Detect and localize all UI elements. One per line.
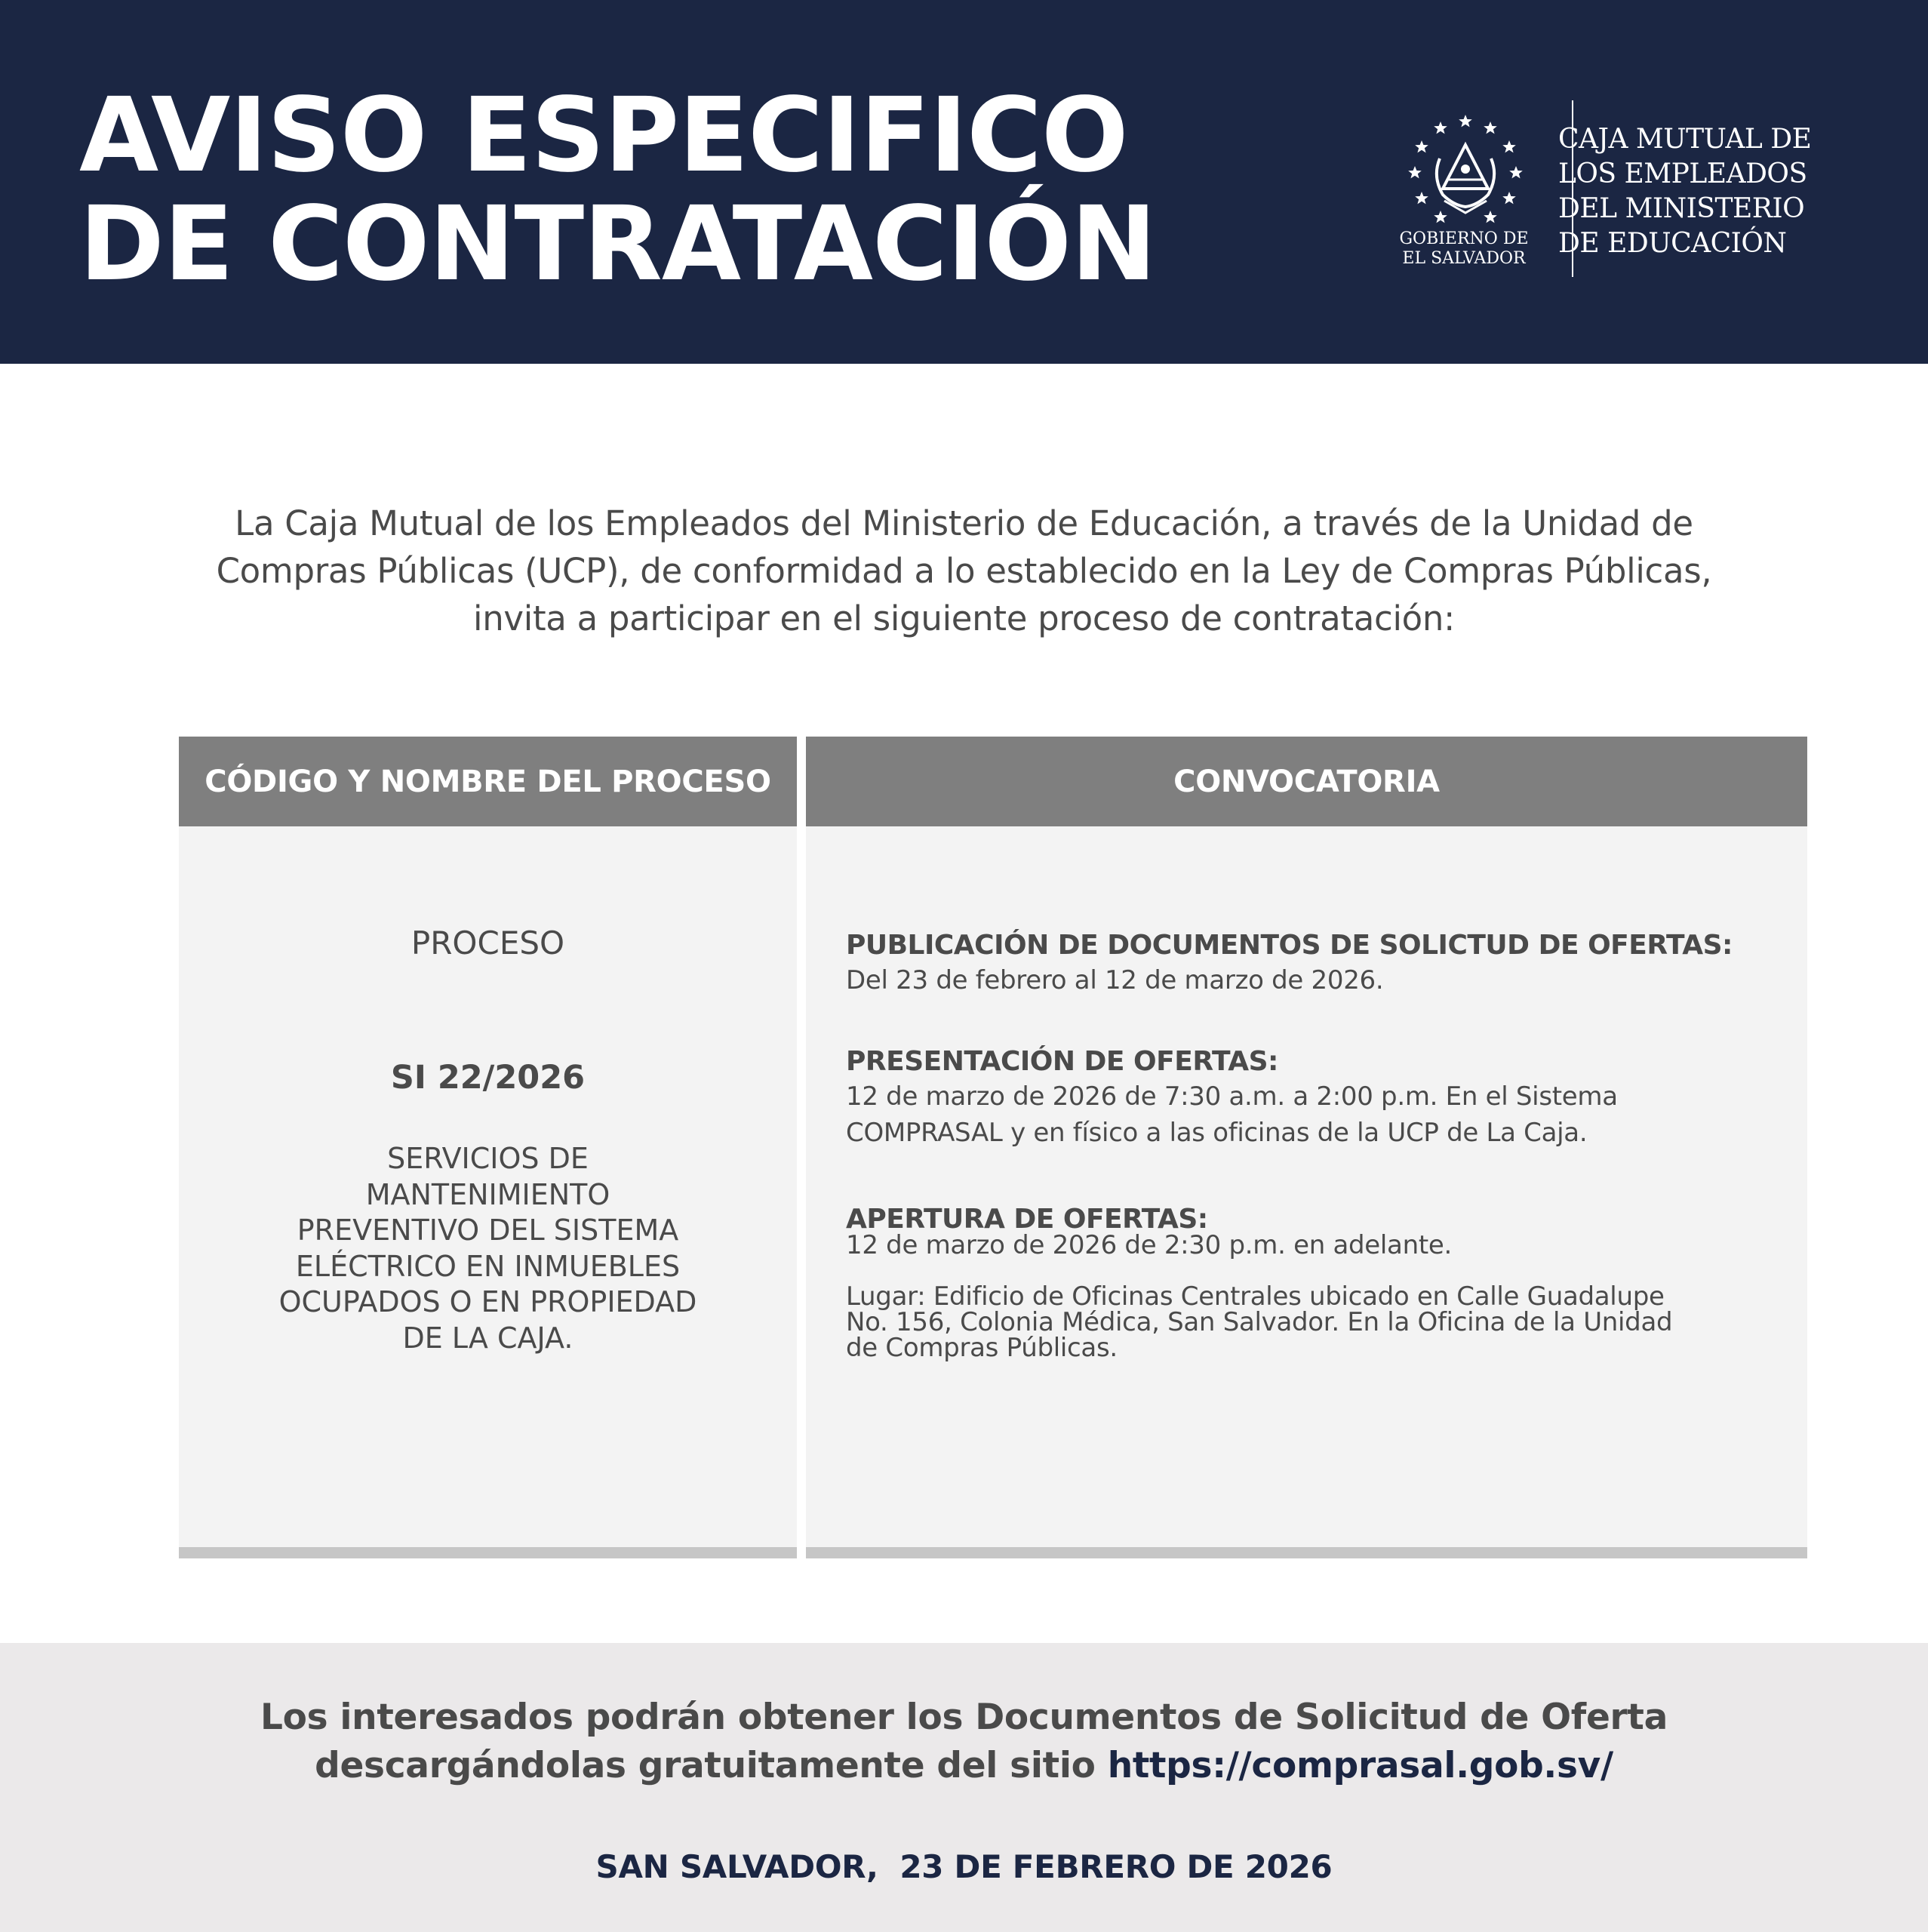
intro-line-3: invita a participar en el siguiente proceso de contratación: xyxy=(473,598,1455,638)
presentation-line-1: 12 de marzo de 2026 de 7:30 a.m. a 2:00 p.m. En el Sistema xyxy=(846,1081,1618,1112)
process-label: PROCESO xyxy=(411,924,565,961)
title-line-1: AVISO ESPECIFICO xyxy=(79,76,1128,195)
organization-name xyxy=(1558,122,1920,261)
government-label-line-2: EL SALVADOR xyxy=(1402,249,1526,268)
comprasal-link[interactable]: https://comprasal.gob.sv/ xyxy=(1107,1745,1613,1786)
organization-name-line-1: CAJA MUTUAL DE xyxy=(1558,124,1812,155)
process-name-line: OCUPADOS O EN PROPIEDAD xyxy=(278,1285,697,1318)
place-and-date: SAN SALVADOR, 23 DE FEBRERO DE 2026 xyxy=(595,1848,1333,1885)
location-section xyxy=(846,1281,1789,1363)
organization-name-line-2: LOS EMPLEADOS xyxy=(1558,158,1807,189)
presentation-details xyxy=(846,1078,1789,1151)
organization-name-line-4: DE EDUCACIÓN xyxy=(1558,228,1787,259)
process-name-line: SERVICIOS DE xyxy=(387,1142,589,1175)
footer-line-2 xyxy=(0,1742,1928,1790)
presentation-section xyxy=(846,1045,1789,1151)
process-name-line: DE LA CAJA. xyxy=(402,1321,573,1355)
publication-dates: Del 23 de febrero al 12 de marzo de 2026. xyxy=(846,965,1384,995)
organization-name-line-3: DEL MINISTERIO xyxy=(1558,193,1805,224)
presentation-heading: PRESENTACIÓN DE OFERTAS: xyxy=(846,1046,1278,1077)
coat-of-arms-icon xyxy=(1405,113,1526,234)
table-bottom-bar-right xyxy=(806,1547,1807,1558)
page-title xyxy=(79,76,1156,304)
header-banner xyxy=(0,0,1928,364)
process-name-line: ELÉCTRICO EN INMUEBLES xyxy=(295,1249,681,1283)
footer-line-1: Los interesados podrán obtener los Documentos de Solicitud de Oferta xyxy=(260,1697,1668,1738)
footer-notice xyxy=(0,1694,1928,1790)
title-line-2: DE CONTRATACIÓN xyxy=(79,185,1156,304)
column-header-convocatoria: CONVOCATORIA xyxy=(806,737,1807,826)
process-cell xyxy=(179,826,797,1547)
convocatoria-cell xyxy=(806,826,1807,1547)
table-bottom-bar-left xyxy=(179,1547,797,1558)
location-line-2: No. 156, Colonia Médica, San Salvador. En la Oficina de la Unidad xyxy=(846,1307,1673,1337)
intro-paragraph xyxy=(113,500,1815,642)
intro-line-1: La Caja Mutual de los Empleados del Ministerio de Educación, a través de la Unidad de xyxy=(235,503,1693,543)
process-name-line: MANTENIMIENTO xyxy=(365,1177,610,1211)
process-code: SI 22/2026 xyxy=(390,1059,586,1097)
government-label-line-1: GOBIERNO DE xyxy=(1399,229,1529,248)
publication-heading: PUBLICACIÓN DE DOCUMENTOS DE SOLICTUD DE OFERTAS: xyxy=(846,930,1733,961)
location-details xyxy=(846,1281,1789,1363)
location-line-3: de Compras Públicas. xyxy=(846,1333,1118,1363)
opening-details: 12 de marzo de 2026 de 2:30 p.m. en adelante. xyxy=(846,1230,1452,1260)
publication-section xyxy=(846,929,1789,998)
government-label xyxy=(1388,229,1539,269)
process-name-line: PREVENTIVO DEL SISTEMA xyxy=(297,1214,679,1247)
opening-heading: APERTURA DE OFERTAS: xyxy=(846,1204,1208,1235)
intro-line-2: Compras Públicas (UCP), de conformidad a lo establecido en la Ley de Compras Públicas, xyxy=(216,551,1712,591)
column-header-process: CÓDIGO Y NOMBRE DEL PROCESO xyxy=(179,737,797,826)
opening-section xyxy=(846,1204,1789,1260)
location-line-1: Lugar: Edificio de Oficinas Centrales ubicado en Calle Guadalupe xyxy=(846,1281,1665,1312)
process-name xyxy=(201,1141,774,1356)
footer-line-2-prefix: descargándolas gratuitamente del sitio xyxy=(315,1745,1108,1786)
presentation-line-2: COMPRASAL y en físico a las oficinas de la UCP de La Caja. xyxy=(846,1118,1588,1148)
footer-panel xyxy=(0,1643,1928,1932)
